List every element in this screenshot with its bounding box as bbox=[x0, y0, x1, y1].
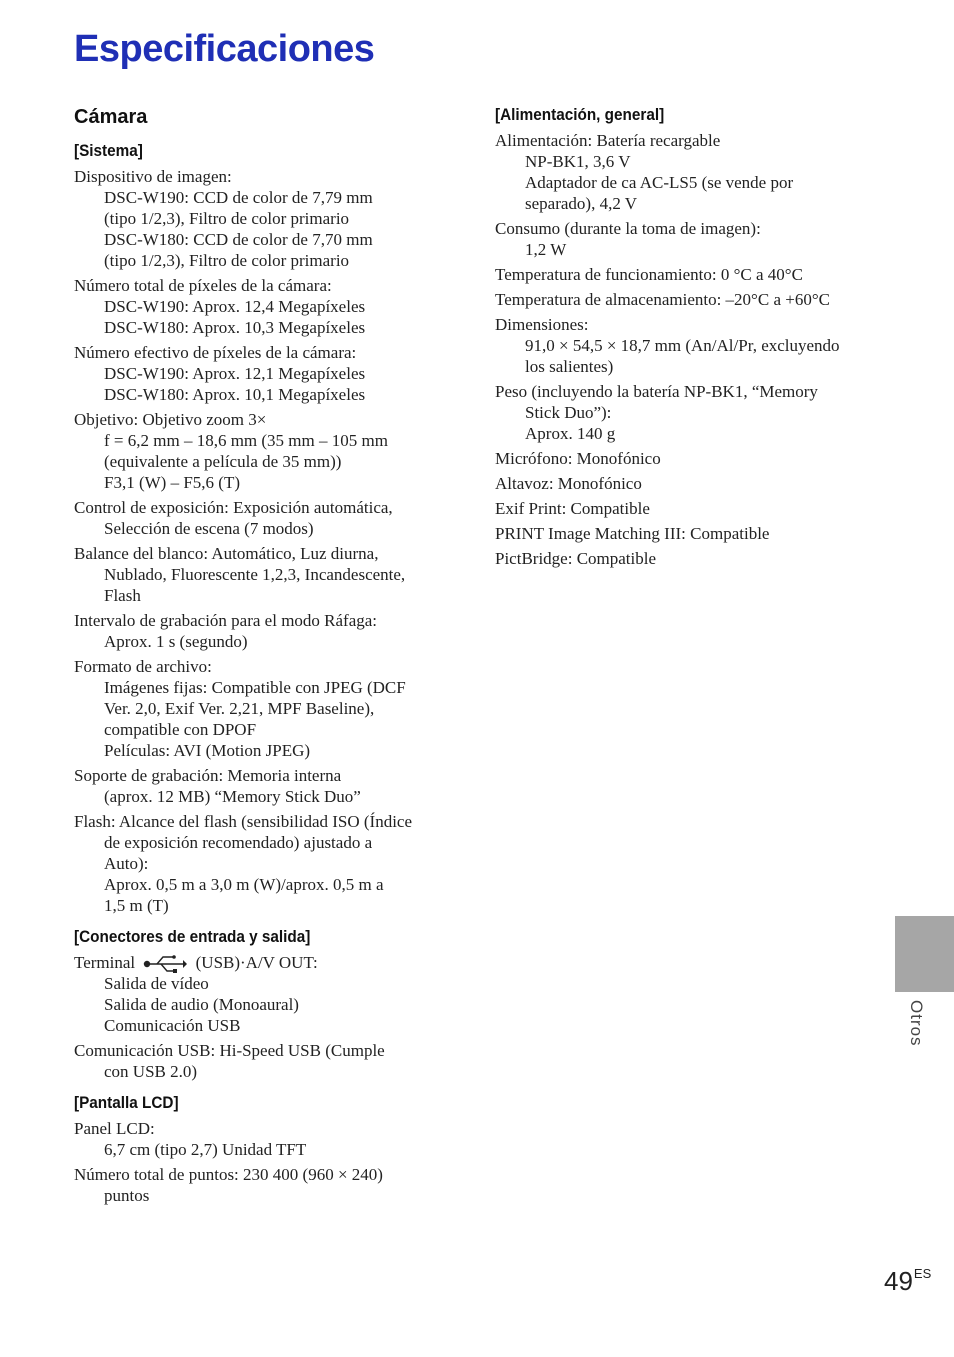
spec-detail: DSC-W180: Aprox. 10,3 Megapíxeles bbox=[104, 318, 366, 337]
page-number bbox=[884, 1266, 931, 1297]
spec-entry bbox=[74, 1040, 449, 1082]
spec-entry bbox=[495, 264, 875, 285]
conectores-list bbox=[74, 1040, 449, 1082]
spec-detail: Aprox. 1 s (segundo) bbox=[104, 632, 248, 651]
spec-detail: Stick Duo”): bbox=[525, 403, 612, 422]
spec-detail: compatible con DPOF bbox=[104, 720, 257, 739]
spec-entry bbox=[74, 610, 449, 652]
spec-entry bbox=[74, 765, 449, 807]
spec-entry bbox=[495, 548, 875, 569]
alimentacion-list bbox=[495, 130, 875, 569]
spec-detail: separado), 4,2 V bbox=[525, 194, 638, 213]
spec-label: Exif Print: Compatible bbox=[495, 499, 650, 518]
spec-label: Temperatura de almacenamiento: –20°C a +60°C bbox=[495, 290, 830, 309]
spec-entry bbox=[495, 381, 875, 444]
spec-detail: Flash bbox=[104, 586, 141, 605]
spec-detail: 1,2 W bbox=[525, 240, 567, 259]
spec-entry bbox=[74, 497, 449, 539]
spec-label: Comunicación USB: Hi-Speed USB (Cumple bbox=[74, 1041, 385, 1061]
page-number-suffix: ES bbox=[913, 1266, 932, 1281]
spec-label: Formato de archivo: bbox=[74, 657, 212, 676]
spec-entry bbox=[74, 275, 449, 338]
spec-detail: DSC-W190: Aprox. 12,1 Megapíxeles bbox=[104, 364, 366, 383]
spec-detail: Aprox. 140 g bbox=[525, 424, 616, 443]
spec-label: Número efectivo de píxeles de la cámara: bbox=[74, 343, 357, 362]
spec-entry bbox=[74, 656, 449, 761]
spec-detail: Aprox. 0,5 m a 3,0 m (W)/aprox. 0,5 m a bbox=[104, 875, 384, 894]
spec-label: Micrófono: Monofónico bbox=[495, 449, 661, 468]
spec-detail: DSC-W190: CCD de color de 7,79 mm bbox=[104, 188, 373, 207]
spec-detail: Ver. 2,0, Exif Ver. 2,21, MPF Baseline), bbox=[104, 699, 375, 718]
spec-label: Dispositivo de imagen: bbox=[74, 167, 232, 186]
spec-detail: (tipo 1/2,3), Filtro de color primario bbox=[104, 209, 350, 228]
spec-detail: Auto): bbox=[104, 854, 149, 873]
spec-entry bbox=[495, 289, 875, 310]
spec-label: Flash: Alcance del flash (sensibilidad ISO (Índice bbox=[74, 812, 413, 831]
spec-entry bbox=[74, 409, 449, 493]
spec-entry bbox=[74, 342, 449, 405]
spec-detail: con USB 2.0) bbox=[104, 1062, 198, 1082]
spec-detail: 6,7 cm (tipo 2,7) Unidad TFT bbox=[104, 1140, 307, 1160]
spec-detail: DSC-W180: CCD de color de 7,70 mm bbox=[104, 230, 373, 249]
spec-label: Número total de puntos: 230 400 (960 × 240) bbox=[74, 1165, 383, 1185]
spec-detail: Comunicación USB bbox=[104, 1016, 241, 1036]
spec-detail: DSC-W190: Aprox. 12,4 Megapíxeles bbox=[104, 297, 366, 316]
spec-label: Consumo (durante la toma de imagen): bbox=[495, 219, 761, 238]
spec-entry bbox=[495, 498, 875, 519]
spec-detail: DSC-W180: Aprox. 10,1 Megapíxeles bbox=[104, 385, 366, 404]
spec-detail: los salientes) bbox=[525, 357, 614, 376]
spec-entry bbox=[74, 811, 449, 916]
sistema-list bbox=[74, 166, 449, 916]
usb-icon bbox=[143, 955, 187, 973]
spec-entry bbox=[495, 314, 875, 377]
spec-entry bbox=[495, 523, 875, 544]
spec-label: Dimensiones: bbox=[495, 315, 589, 334]
subheading-pantalla: [Pantalla LCD] bbox=[74, 1093, 179, 1113]
terminal-suffix: (USB)·A/V OUT: bbox=[195, 953, 318, 972]
subheading-alimentacion: [Alimentación, general] bbox=[495, 105, 665, 124]
spec-label: PictBridge: Compatible bbox=[495, 549, 657, 568]
left-column bbox=[74, 104, 449, 1210]
spec-entry bbox=[495, 448, 875, 469]
spec-label: Intervalo de grabación para el modo Ráfaga: bbox=[74, 611, 378, 630]
subheading-conectores: [Conectores de entrada y salida] bbox=[74, 927, 311, 946]
spec-detail: (tipo 1/2,3), Filtro de color primario bbox=[104, 251, 350, 270]
spec-detail: NP-BK1, 3,6 V bbox=[525, 152, 631, 171]
page-number-value: 49 bbox=[884, 1266, 913, 1296]
spec-label: Panel LCD: bbox=[74, 1119, 155, 1139]
spec-entry bbox=[74, 543, 449, 606]
spec-detail: f = 6,2 mm – 18,6 mm (35 mm – 105 mm bbox=[104, 431, 388, 450]
spec-entry bbox=[74, 1118, 449, 1160]
spec-label: Peso (incluyendo la batería NP-BK1, “Memory bbox=[495, 382, 818, 401]
spec-label: Temperatura de funcionamiento: 0 °C a 40°C bbox=[495, 265, 803, 284]
spec-entry bbox=[495, 218, 875, 260]
spec-detail: Selección de escena (7 modos) bbox=[104, 519, 314, 538]
spec-label: Número total de píxeles de la cámara: bbox=[74, 276, 332, 295]
spec-label: Soporte de grabación: Memoria interna bbox=[74, 766, 342, 785]
spec-label: Control de exposición: Exposición automática, bbox=[74, 498, 393, 517]
section-tab-label: Otros bbox=[907, 1000, 926, 1047]
spec-detail: de exposición recomendado) ajustado a bbox=[104, 833, 373, 852]
spec-label: Altavoz: Monofónico bbox=[495, 474, 642, 493]
spec-label: Alimentación: Batería recargable bbox=[495, 131, 721, 150]
spec-label: Objetivo: Objetivo zoom 3× bbox=[74, 410, 267, 429]
terminal-sublines bbox=[74, 973, 449, 1036]
subheading-sistema: [Sistema] bbox=[74, 141, 143, 160]
terminal-prefix: Terminal bbox=[74, 953, 136, 972]
spec-detail: Imágenes fijas: Compatible con JPEG (DCF bbox=[104, 678, 406, 697]
spec-detail: Salida de audio (Monoaural) bbox=[104, 995, 299, 1015]
spec-detail: Nublado, Fluorescente 1,2,3, Incandescente, bbox=[104, 565, 406, 584]
spec-detail: Salida de vídeo bbox=[104, 974, 209, 994]
spec-entry bbox=[495, 130, 875, 214]
page-title: Especificaciones bbox=[74, 28, 375, 70]
spec-detail: (aprox. 12 MB) “Memory Stick Duo” bbox=[104, 787, 361, 806]
spec-entry bbox=[495, 473, 875, 494]
spec-entry bbox=[74, 166, 449, 271]
spec-detail: (equivalente a película de 35 mm)) bbox=[104, 452, 342, 471]
spec-entry-terminal bbox=[74, 952, 449, 1036]
spec-detail: 91,0 × 54,5 × 18,7 mm (An/Al/Pr, excluyendo bbox=[525, 336, 840, 355]
section-heading-camara: Cámara bbox=[74, 106, 148, 128]
right-column bbox=[495, 104, 875, 573]
spec-detail: puntos bbox=[104, 1186, 150, 1206]
spec-label: Balance del blanco: Automático, Luz diurna, bbox=[74, 544, 379, 563]
spec-detail: 1,5 m (T) bbox=[104, 896, 169, 915]
spec-detail: F3,1 (W) – F5,6 (T) bbox=[104, 473, 240, 492]
spec-label: PRINT Image Matching III: Compatible bbox=[495, 524, 770, 543]
terminal-line bbox=[74, 952, 449, 973]
spec-entry bbox=[74, 1164, 449, 1206]
pantalla-list bbox=[74, 1118, 449, 1206]
spec-detail: Adaptador de ca AC-LS5 (se vende por bbox=[525, 173, 794, 192]
section-tab bbox=[895, 916, 954, 992]
spec-detail: Películas: AVI (Motion JPEG) bbox=[104, 741, 311, 760]
